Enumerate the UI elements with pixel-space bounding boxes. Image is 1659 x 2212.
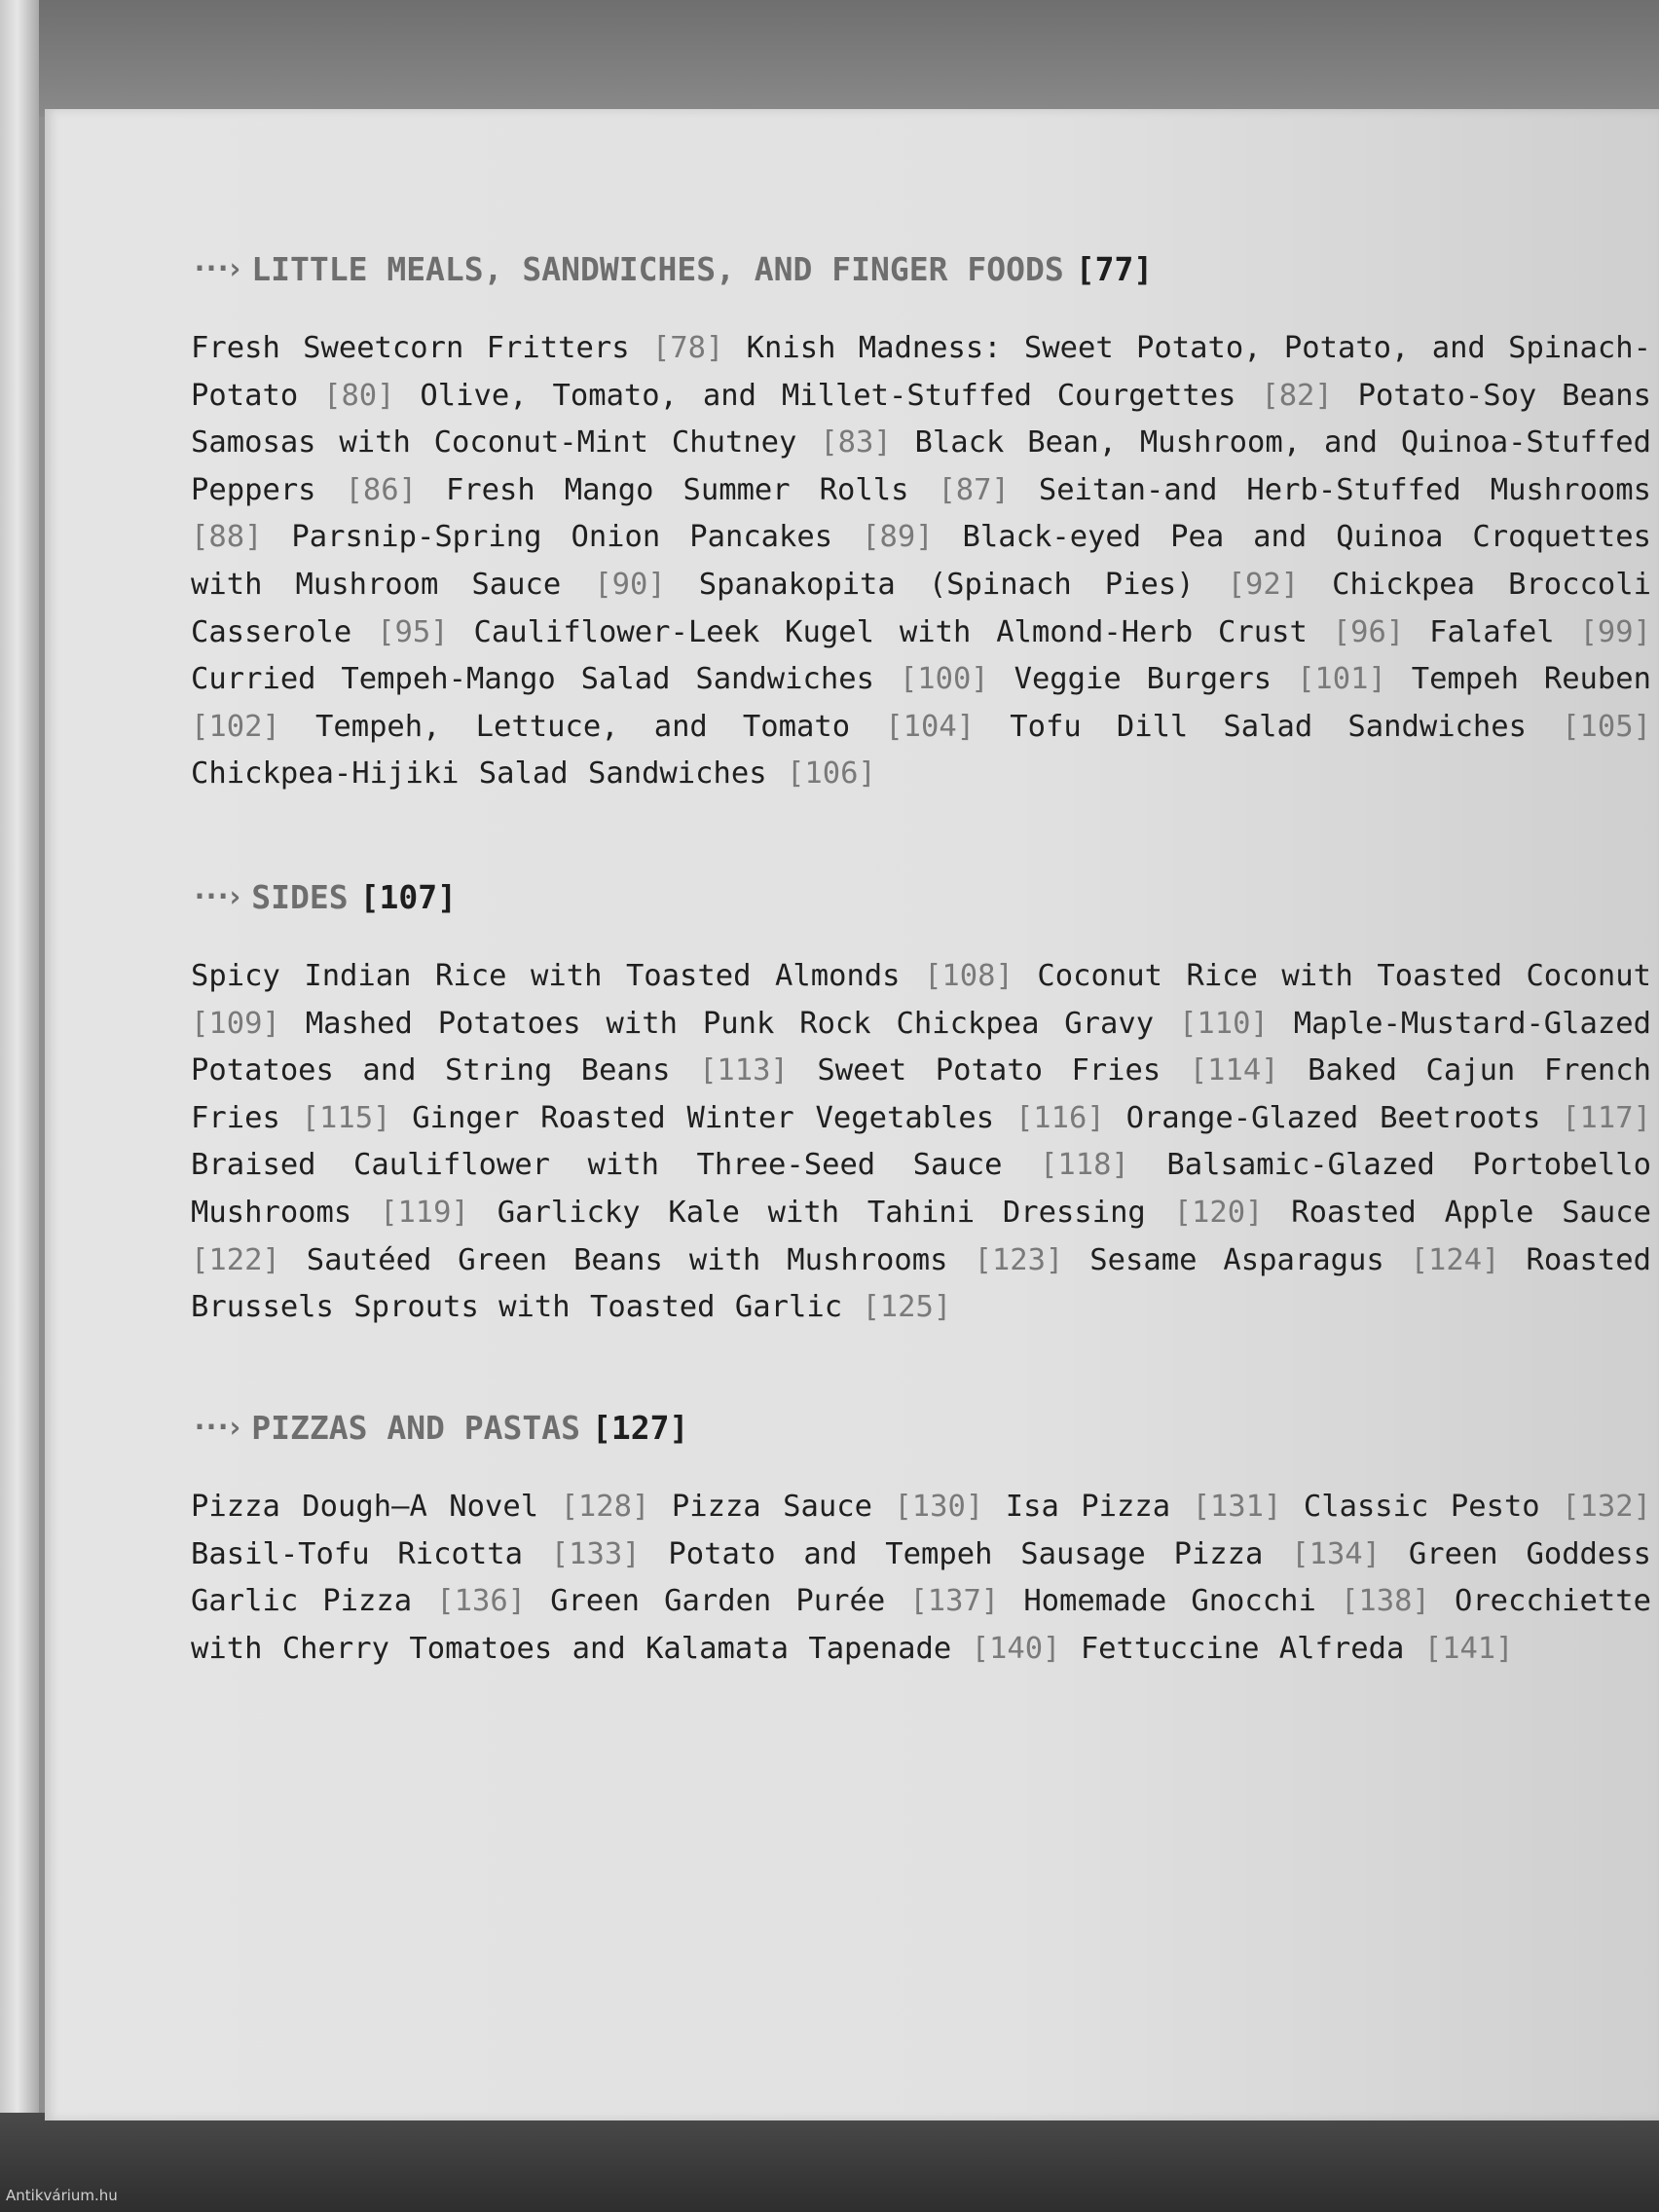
recipe-name: Sesame Asparagus — [1089, 1242, 1384, 1277]
section-page-number: [127] — [592, 1409, 689, 1447]
book-page — [45, 109, 1659, 2120]
recipe-page-number: [124] — [1410, 1242, 1500, 1277]
recipe-page-number: [131] — [1192, 1490, 1282, 1524]
recipe-name: Balsamic-Glazed Portobello Mushrooms — [191, 1148, 1651, 1230]
recipe-entry — [191, 756, 876, 791]
recipe-entry — [672, 1490, 983, 1524]
recipe-entry — [699, 568, 1299, 602]
recipe-entry — [315, 710, 975, 744]
recipe-entry — [1010, 710, 1651, 744]
recipe-name: Spicy Indian Rice with Toasted Almonds — [191, 959, 901, 993]
recipe-entry — [1081, 1632, 1514, 1666]
recipe-entry — [668, 1537, 1381, 1571]
recipe-name: Tempeh, Lettuce, and Tomato — [314, 709, 851, 744]
recipe-page-number: [125] — [862, 1290, 952, 1325]
recipe-entry — [291, 520, 933, 554]
recipe-name: Roasted Apple Sauce — [1291, 1195, 1652, 1230]
section-heading — [191, 250, 1651, 288]
recipe-name: Black-eyed Pea and Quinoa Croquettes with Mushroom Sauce — [191, 520, 1651, 602]
recipe-page-number: [90] — [594, 567, 666, 602]
recipe-name: Basil-Tofu Ricotta — [191, 1536, 523, 1571]
recipe-name: Knish Madness: Sweet Potato, Potato, and Spinach-Potato — [191, 331, 1651, 413]
recipe-entry — [446, 473, 1010, 507]
recipe-name: Fresh Mango Summer Rolls — [445, 472, 909, 507]
recipe-page-number: [87] — [938, 472, 1010, 507]
recipe-page-number: [83] — [820, 425, 892, 461]
recipe-page-number: [117] — [1562, 1100, 1651, 1135]
recipe-name: Pizza Dough—A Novel — [191, 1490, 539, 1524]
recipe-page-number: [114] — [1189, 1053, 1279, 1088]
entry-list — [191, 325, 1651, 798]
recipe-name: Isa Pizza — [1005, 1490, 1171, 1524]
recipe-page-number: [89] — [862, 520, 934, 555]
recipe-name: Pizza Sauce — [671, 1490, 872, 1524]
recipe-name: Baked Cajun French Fries — [191, 1053, 1651, 1135]
recipe-page-number: [141] — [1423, 1631, 1514, 1666]
recipe-entry — [498, 1196, 1264, 1230]
recipe-name: Green Garden Purée — [550, 1584, 886, 1619]
recipe-name: Veggie Burgers — [1014, 662, 1272, 697]
recipe-name: Sautéed Green Beans with Mushrooms — [306, 1242, 948, 1277]
recipe-page-number: [104] — [885, 709, 976, 744]
entry-list — [191, 1484, 1651, 1673]
recipe-page-number: [134] — [1291, 1536, 1382, 1571]
recipe-name: Olive, Tomato, and Millet-Stuffed Courgettes — [420, 378, 1236, 413]
recipe-entry — [191, 331, 723, 365]
recipe-page-number: [82] — [1261, 378, 1333, 413]
recipe-name: Tempeh Reuben — [1411, 662, 1652, 697]
recipe-name: Sweet Potato Fries — [817, 1053, 1161, 1088]
section-title: LITTLE MEALS, SANDWICHES, AND FINGER FOODS — [251, 250, 1064, 288]
recipe-name: Seitan-and Herb-Stuffed Mushrooms — [1038, 472, 1651, 507]
recipe-page-number: [123] — [974, 1242, 1064, 1277]
section-title: PIZZAS AND PASTAS — [251, 1409, 581, 1447]
recipe-name: Fettuccine Alfreda — [1080, 1631, 1405, 1666]
recipe-page-number: [130] — [894, 1490, 984, 1524]
recipe-page-number: [80] — [323, 378, 395, 413]
recipe-name: Cauliflower-Leek Kugel with Almond-Herb Crust — [473, 614, 1308, 649]
recipe-name: Curried Tempeh-Mango Salad Sandwiches — [191, 662, 874, 697]
recipe-page-number: [96] — [1332, 614, 1405, 649]
arrow-icon: ···› — [191, 880, 239, 914]
recipe-page-number: [100] — [899, 662, 989, 697]
recipe-entry — [191, 1490, 649, 1524]
recipe-entry — [420, 379, 1332, 413]
recipe-entry — [307, 1243, 1064, 1277]
recipe-page-number: [136] — [436, 1584, 527, 1619]
recipe-page-number: [133] — [550, 1536, 641, 1571]
recipe-page-number: [88] — [191, 520, 263, 555]
background-top-band — [0, 0, 1659, 117]
recipe-name: Orange-Glazed Beetroots — [1125, 1100, 1541, 1135]
watermark: Antikvárium.hu — [6, 2187, 118, 2204]
section-title: SIDES — [251, 878, 349, 916]
section-page-number: [107] — [359, 878, 457, 916]
recipe-entry — [412, 1101, 1105, 1135]
recipe-page-number: [86] — [345, 472, 417, 507]
book-page-edge — [0, 0, 39, 2212]
recipe-name: Fresh Sweetcorn Fritters — [191, 331, 630, 365]
arrow-icon: ···› — [191, 252, 239, 286]
recipe-name: Ginger Roasted Winter Vegetables — [412, 1100, 995, 1135]
recipe-entry — [191, 662, 989, 696]
recipe-entry — [1089, 1243, 1499, 1277]
recipe-page-number: [120] — [1173, 1195, 1264, 1230]
recipe-page-number: [78] — [651, 331, 724, 365]
recipe-page-number: [99] — [1579, 614, 1651, 649]
recipe-name: Garlicky Kale with Tahini Dressing — [497, 1195, 1146, 1230]
recipe-page-number: [137] — [909, 1584, 1000, 1619]
recipe-entry — [306, 1007, 1269, 1041]
recipe-name: Orecchiette with Cherry Tomatoes and Kalamata Tapenade — [191, 1584, 1651, 1666]
recipe-name: Mashed Potatoes with Punk Rock Chickpea Gravy — [305, 1006, 1155, 1041]
recipe-page-number: [109] — [191, 1006, 280, 1041]
recipe-page-number: [116] — [1014, 1100, 1105, 1135]
recipe-entry — [1429, 615, 1651, 649]
entry-list — [191, 953, 1651, 1332]
recipe-name: Potato and Tempeh Sausage Pizza — [668, 1536, 1264, 1571]
recipe-name: Coconut Rice with Toasted Coconut — [1037, 959, 1651, 993]
recipe-name: Chickpea Broccoli Casserole — [191, 567, 1651, 649]
recipe-page-number: [128] — [560, 1490, 650, 1524]
recipe-page-number: [110] — [1179, 1006, 1269, 1041]
recipe-name: Spanakopita (Spinach Pies) — [698, 567, 1195, 602]
recipe-name: Potato-Soy Beans Samosas with Coconut-Mint Chutney — [191, 378, 1651, 461]
arrow-icon: ···› — [191, 1411, 239, 1445]
recipe-page-number: [140] — [971, 1631, 1061, 1666]
recipe-name: Parsnip-Spring Onion Pancakes — [291, 520, 833, 555]
recipe-name: Roasted Brussels Sprouts with Toasted Garlic — [191, 1242, 1651, 1325]
recipe-name: Tofu Dill Salad Sandwiches — [1010, 709, 1528, 744]
recipe-entry — [191, 1537, 641, 1571]
recipe-entry — [191, 1148, 1129, 1182]
recipe-page-number: [113] — [699, 1053, 789, 1088]
recipe-entry — [1126, 1101, 1651, 1135]
recipe-name: Black Bean, Mushroom, and Quinoa-Stuffed Peppers — [191, 425, 1651, 507]
background-bottom-band — [0, 2113, 1659, 2212]
recipe-entry — [550, 1584, 999, 1618]
recipe-entry — [474, 615, 1405, 649]
recipe-page-number: [118] — [1040, 1148, 1129, 1183]
recipe-page-number: [122] — [191, 1242, 280, 1277]
section-heading — [191, 878, 1651, 916]
recipe-page-number: [102] — [191, 709, 280, 744]
section-sides — [191, 878, 1651, 1332]
recipe-page-number: [95] — [377, 614, 449, 649]
recipe-entry — [1014, 662, 1386, 696]
recipe-page-number: [119] — [380, 1195, 469, 1230]
section-page-number: [77] — [1075, 250, 1154, 288]
recipe-entry — [1006, 1490, 1282, 1524]
recipe-page-number: [138] — [1341, 1584, 1430, 1619]
recipe-name: Braised Cauliflower with Three-Seed Sauce — [191, 1148, 1003, 1183]
recipe-page-number: [132] — [1562, 1490, 1651, 1524]
recipe-page-number: [106] — [786, 756, 876, 792]
recipe-name: Falafel — [1429, 614, 1555, 649]
recipe-page-number: [105] — [1562, 709, 1651, 744]
recipe-page-number: [92] — [1227, 567, 1300, 602]
section-little-meals — [191, 250, 1651, 798]
recipe-page-number: [108] — [924, 959, 1014, 993]
section-pizzas-pastas — [191, 1409, 1651, 1673]
recipe-page-number: [101] — [1297, 662, 1386, 697]
section-heading — [191, 1409, 1651, 1447]
recipe-name: Green Goddess Garlic Pizza — [191, 1536, 1652, 1619]
recipe-name: Chickpea-Hijiki Salad Sandwiches — [191, 756, 767, 792]
recipe-entry — [191, 959, 1014, 993]
recipe-entry — [1023, 1584, 1430, 1618]
recipe-name: Classic Pesto — [1303, 1490, 1540, 1524]
recipe-page-number: [115] — [301, 1100, 391, 1135]
recipe-name: Maple-Mustard-Glazed Potatoes and String Beans — [191, 1006, 1651, 1088]
recipe-entry — [817, 1053, 1278, 1088]
recipe-name: Homemade Gnocchi — [1023, 1584, 1316, 1619]
recipe-entry — [1304, 1490, 1651, 1524]
